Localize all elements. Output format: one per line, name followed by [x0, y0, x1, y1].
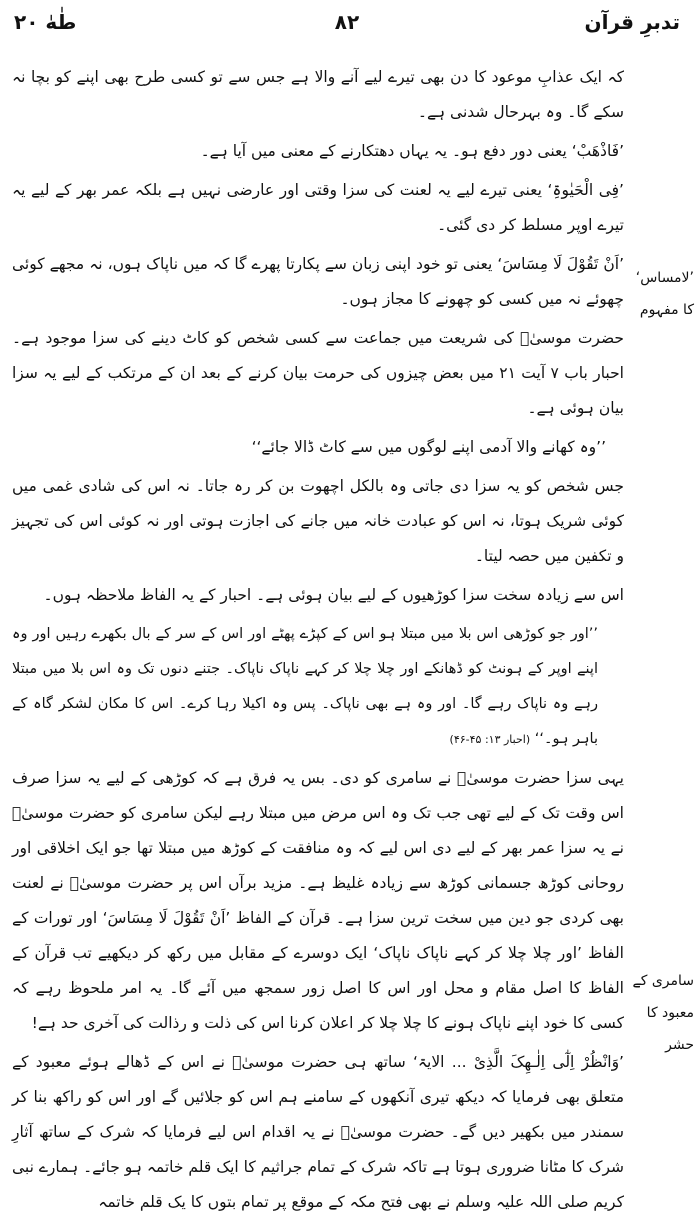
page-number: ٨٢ — [334, 10, 360, 34]
main-text — [12, 60, 624, 1224]
paragraph: اس سے زیادہ سخت سزا کوڑھیوں کے لیے بیان ہوئی ہے۔ احبار کے یہ الفاظ ملاحظہ ہوں۔ — [43, 586, 624, 604]
paragraph: کہ ایک عذابِ موعود کا دن بھی تیرے لیے آنے والا ہے جس سے تو کسی طرح بھی اپنے کو بچا نہ سکے گا۔ وہ بہرحال شدنی ہے۔ — [12, 68, 624, 121]
quotation-text: ’’اور جو کوڑھی اس بلا میں مبتلا ہو اس کے کپڑے پھٹے اور اس کے سر کے بال بکھرے رہیں اور وہ اپنے اوپر کے ہونٹ کو ڈھانکے اور چلا چلا کر کہے ناپاک ناپاک۔ جتنے دنوں تک وہ اس بلا میں مبتلا رہے وہ ناپاک رہے گا۔ اور وہ ہے بھی ناپاک۔ پس وہ اکیلا رہا کرے۔ اس کا مکان لشکر گاہ کے باہر ہو۔‘‘ — [12, 626, 598, 747]
margin-note-la-misas: ’لامساس‘ کا مفہوم — [635, 270, 694, 318]
paragraph: ’فِی الْحَیٰوۃِ‘ یعنی تیرے لیے یہ لعنت کی سزا وقتی اور عارضی نہیں ہے بلکہ عمر بھر کے لیے یہ تیرے اوپر مسلط کر دی گئی۔ — [12, 181, 624, 234]
quotation: ’’وہ کھانے والا آدمی اپنے لوگوں میں سے کاٹ ڈالا جائے‘‘ — [251, 438, 606, 456]
paragraph: یہی سزا حضرت موسیٰؑ نے سامری کو دی۔ بس یہ فرق ہے کہ کوڑھی کے لیے یہ سزا صرف اس وقت تک کے لیے تھی جب تک وہ اس مرض میں مبتلا رہے لیکن سامری کو حضرت موسیٰؑ نے یہ سزا عمر بھر کے لیے دی اس لیے کہ وہ منافقت کے کوڑھ میں مبتلا تھا جو ایک اخلاقی اور روحانی کوڑھ جسمانی کوڑھ سے زیادہ غلیظ ہے۔ مزید برآں اس پر حضرت موسیٰؑ نے لعنت بھی کردی جو دین میں سخت ترین سزا ہے۔ قرآن کے الفاظ ’اَنْ تَقُوْلَ لَا مِسَاسَ‘ اور تورات کے الفاظ ’اور چلا چلا کر کہے ناپاک ناپاک‘ ایک دوسرے کے مقابل میں رکھ کر دیکھیے تب قرآن کے الفاظ کا اصل مقام و محل اور اس کا اصل زور سمجھ میں آئے گا۔ یہ امر ملحوظ رہے کہ کسی کا خود اپنے ناپاک ہونے کا چلا چلا کر اعلان کرنا اس کی ذلت و رذالت کی آخری حد ہے! — [12, 769, 624, 1032]
quotation-block — [12, 617, 624, 757]
verse-reference: (احبار ۱۳: ۴۵-۴۶) — [449, 733, 531, 746]
page-header — [14, 8, 680, 48]
paragraph: ’وَانْظُرْ اِلٰٓی اِلٰـهِکَ الَّذِیْ ... الایۃ‘ ساتھ ہی حضرت موسیٰؑ نے اس کے ڈھالے ہوئے معبود کے متعلق بھی فرمایا کہ دیکھ تیری آنکھوں کے سامنے ہم اس کو جلائیں گے اور اس کو راکھ بنا کر سمندر میں بکھیر دیں گے۔ حضرت موسیٰؑ نے یہ اقدام اس لیے فرمایا کہ شرک کے ساتھ آثارِ شرک کا مٹانا ضروری ہوتا ہے تاکہ شرک کے تمام جراثیم کا ایک قلم خاتمہ ہو جائے۔ ہمارے نبی کریم صلی اللہ علیہ وسلم نے بھی فتح مکہ کے موقع پر تمام بتوں کا یک قلم خاتمہ — [12, 1053, 624, 1211]
margin-note-samiri-idol: سامری کے معبود کا حشر — [632, 973, 694, 1053]
paragraph: جس شخص کو یہ سزا دی جاتی وہ بالکل اچھوت بن کر رہ جاتا۔ نہ اس کی شادی غمی میں کوئی شریک ہوتا، نہ اس کو عبادت خانہ میں جانے کی اجازت ہوتی اور نہ کوئی اس کی تجہیز و تکفین میں حصہ لیتا۔ — [12, 477, 624, 565]
book-title: تدبرِ قرآن — [584, 10, 680, 34]
surah-label: طٰهٰ ٢٠ — [14, 10, 77, 34]
paragraph: ’اَنْ تَقُوْلَ لَا مِسَاسَ‘ یعنی تو خود اپنی زبان سے پکارتا پھرے گا کہ میں ناپاک ہوں، نہ مجھے کوئی چھوئے نہ میں کسی کو چھونے کا مجاز ہوں۔ — [12, 255, 624, 308]
paragraph: حضرت موسیٰؑ کی شریعت میں جماعت سے کسی شخص کو کاٹ دینے کی سزا موجود ہے۔ احبار باب ۷ آیت ۲۱ میں بعض چیزوں کی حرمت بیان کرنے کے بعد ان کے مرتکب کے لیے یہ سزا بیان ہوئی ہے۔ — [12, 329, 624, 417]
paragraph: ’فَاذْهَبْ‘ یعنی دور دفع ہو۔ یہ یہاں دھتکارنے کے معنی میں آیا ہے۔ — [200, 142, 624, 160]
